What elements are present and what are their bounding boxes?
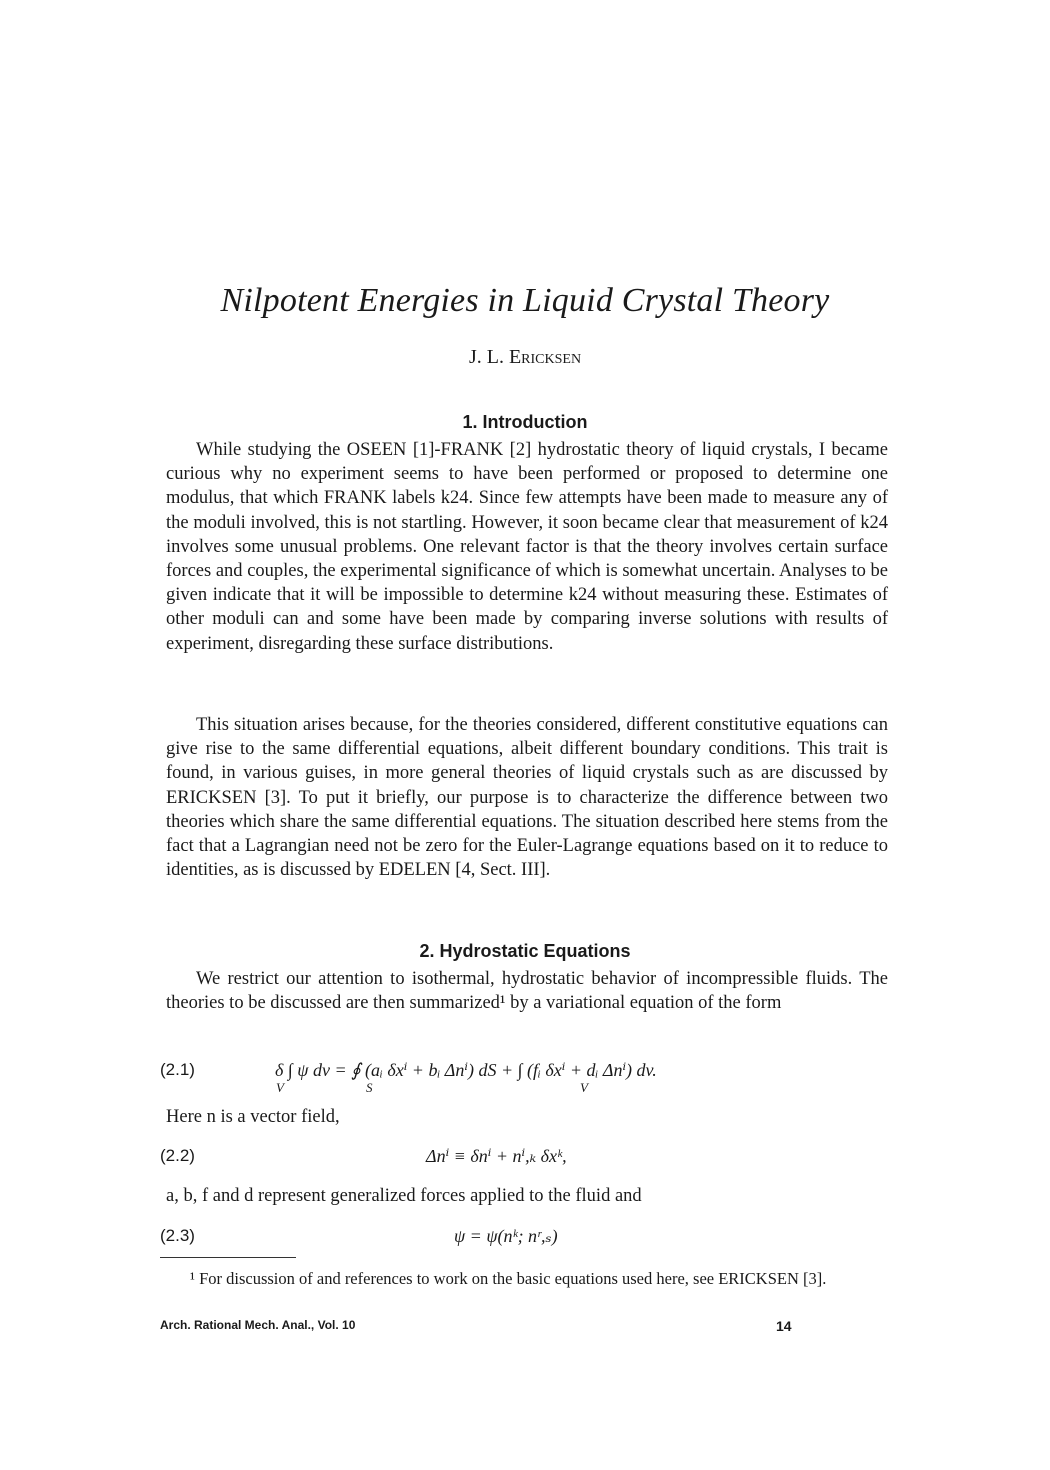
equation-body: Δnⁱ ≡ δnⁱ + nⁱ,ₖ δxᵏ, [426,1146,567,1166]
footnote-rule [160,1257,296,1258]
equation-number: (2.2) [160,1146,195,1165]
equation-body: δ ∫ ψ dv = ∮ (aᵢ δxⁱ + bᵢ Δnⁱ) dS + ∫ (fᵢ δxⁱ + dᵢ Δnⁱ) dv. [275,1060,657,1080]
text-after-2-2: a, b, f and d represent generalized forces applied to the fluid and [166,1186,642,1206]
equation-body: ψ = ψ(nᵏ; nʳ,ₛ) [454,1226,558,1246]
integral-limit-s: S [366,1080,373,1095]
section-heading-introduction: 1. Introduction [462,412,588,432]
page-number: 14 [776,1318,792,1334]
integral-limit-v2: V [580,1080,588,1095]
footnote-1: ¹ For discussion of and references to work on the basic equations used here, see ERICKSEN [3]. [190,1269,827,1288]
section-heading-hydrostatic: 2. Hydrostatic Equations [419,941,631,961]
hydrostatic-paragraph-1: We restrict our attention to isothermal, hydrostatic behavior of incompressible fluids. The theories to be discussed are then summarized¹ by a variational equation of the form [166,969,888,1014]
text-after-2-1: Here n is a vector field, [166,1107,340,1127]
equation-2-1 [160,1060,890,1086]
paper-title: Nilpotent Energies in Liquid Crystal Theory [220,282,830,319]
equation-number: (2.3) [160,1226,195,1245]
intro-paragraph-1: While studying the OSEEN [1]-FRANK [2] hydrostatic theory of liquid crystals, I became curious why no experiment seems to have been performed or proposed to determine one modulus, that which FRANK labels k24. Since few attempts have been made to measure any of the moduli involved, this is not startling. However, it soon became clear that measurement of k24 involves some unusual problems. One relevant factor is that the theory involves certain surface forces and couples, the experimental significance of which is somewhat uncertain. Analyses to be given indicate that it will be impossible to determine k24 without measuring these. Estimates of other moduli can and some have been made by comparing inverse solutions with results of experiment, disregarding these surface distributions. [166,440,888,654]
intro-paragraph-2: This situation arises because, for the theories considered, different constitutive equations can give rise to the same differential equations, albeit different boundary conditions. This trait is found, in various guises, in more general theories of liquid crystals such as are discussed by ERICKSEN [3]. To put it briefly, our purpose is to characterize the difference between two theories which share the same differential equations. The situation described here stems from the fact that a Lagrangian need not be zero for the Euler-Lagrange equations based on it to reduce to identities, as is discussed by EDELEN [4, Sect. III]. [166,715,888,881]
equation-number: (2.1) [160,1060,195,1079]
author-name: J. L. Ericksen [468,346,582,368]
equation-2-3 [160,1226,890,1252]
journal-reference: Arch. Rational Mech. Anal., Vol. 10 [160,1318,356,1332]
equation-2-2 [160,1146,890,1172]
integral-limit-v: V [276,1080,284,1095]
